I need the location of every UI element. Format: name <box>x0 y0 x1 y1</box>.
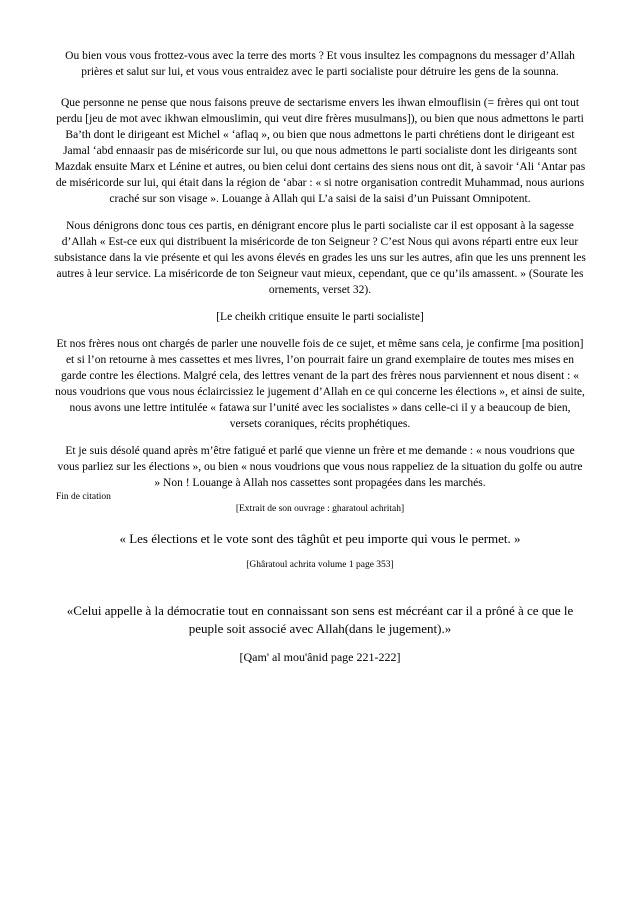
spacer <box>54 572 586 602</box>
spacer <box>54 516 586 530</box>
source-citation-2: [Ghâratoul achrita volume 1 page 353] <box>246 560 394 570</box>
spacer <box>54 298 586 309</box>
paragraph-6: Et je suis désolé quand après m’être fatigué et parlé que vienne un frère et me demande : « nous voudrions que vous parliez sur les élections », ou bien « nous voudrions que vous nous rappeliez de la situation du golfe ou autre » Non ! Louange à Allah nos cassettes sont propagées dans les marchés. <box>57 445 583 489</box>
quote-2: «Celui appelle à la démocratie tout en connaissant son sens est mécréant car il a prôné à ce que le peuple soit associé avec Allah(dans le jugement).» <box>66 603 574 636</box>
spacer <box>54 548 586 559</box>
paragraph-3: Nous dénigrons donc tous ces partis, en dénigrant encore plus le parti socialiste car il est opposant à la sagesse d’Allah « Est-ce eux qui distribuent la miséricorde de ton Seigneur ? C’est Nous qui avons réparti entre eux leur subsistance dans la vie présente et qui les avons élevés en grades les uns sur les autres, afin que les uns prennent les autres à leur service. La miséricorde de ton Seigneur vaut mieux, cependant, que ce qu’ils amassent. » (Sourate les ornements, verset 32). <box>54 220 586 296</box>
paragraph-1: Ou bien vous vous frottez-vous avec la terre des morts ? Et vous insultez les compagnons du messager d’Allah prières et salut sur lui, et vous vous entraidez avec le parti socialiste pour détruire les gens de la sounna. <box>65 50 575 78</box>
paragraph-2: Que personne ne pense que nous faisons preuve de sectarisme envers les ihwan elmouflisin (= frères qui ont tout perdu [jeu de mot avec ikhwan elmouslimin, qui veut dire frères musulmans]), ou bien que nous admettons le parti Ba’th dont le dirigeant est Michel « ‘aflaq », ou bien que nous admettons le parti chrétiens dont le dirigeant est Jamal ‘abd ennaasir pas de miséricorde sur lui, ou que nous admettons le parti socialiste dont les dirigeants sont Mazdak ensuite Marx et Lénine et autres, ou bien celui dont certains des siens nous ont dit, à savoir ‘Ali ‘Antar pas de miséricorde sur lui, qui était dans la région de ‘abar : « si notre organisation contredit Muhammad, nous aurions craché sur son visage ». Louange à Allah qui L’a saisi de la saisi d’un Puissant Omnipotent. <box>54 97 586 205</box>
document-page <box>54 48 586 665</box>
source-citation-1: [Extrait de son ouvrage : gharatoul achritah] <box>235 504 405 514</box>
spacer <box>54 325 586 336</box>
spacer <box>54 207 586 218</box>
paragraph-5: Et nos frères nous ont chargés de parler une nouvelle fois de ce sujet, et même sans cela, je confirme [ma position] et si l’on retourne à mes cassettes et mes livres, l’on pourrait faire un grand exemplaire de toutes mes mises en garde contre les élections. Malgré cela, des lettres venant de la part des frères nous parviennent et nous disent : « nous voudrions que vous nous éclaircissiez le jugement d’Allah en ce qui concerne les élections », et ainsi de suite, nous avons une lettre intitulée « fatawa sur l’unité avec les socialistes » dans celle-ci il y a beaucoup de bien, versets coraniques, récits prophétiques. <box>55 338 585 430</box>
paragraph-4: [Le cheikh critique ensuite le parti socialiste] <box>216 311 424 323</box>
end-quote-label: Fin de citation <box>56 492 111 502</box>
spacer <box>54 80 586 95</box>
spacer <box>54 432 586 443</box>
quote-1: « Les élections et le vote sont des tâghût et peu importe qui vous le permet. » <box>119 531 521 546</box>
spacer <box>54 638 586 649</box>
source-citation-3: [Qam' al mou'ânid page 221-222] <box>239 650 401 664</box>
